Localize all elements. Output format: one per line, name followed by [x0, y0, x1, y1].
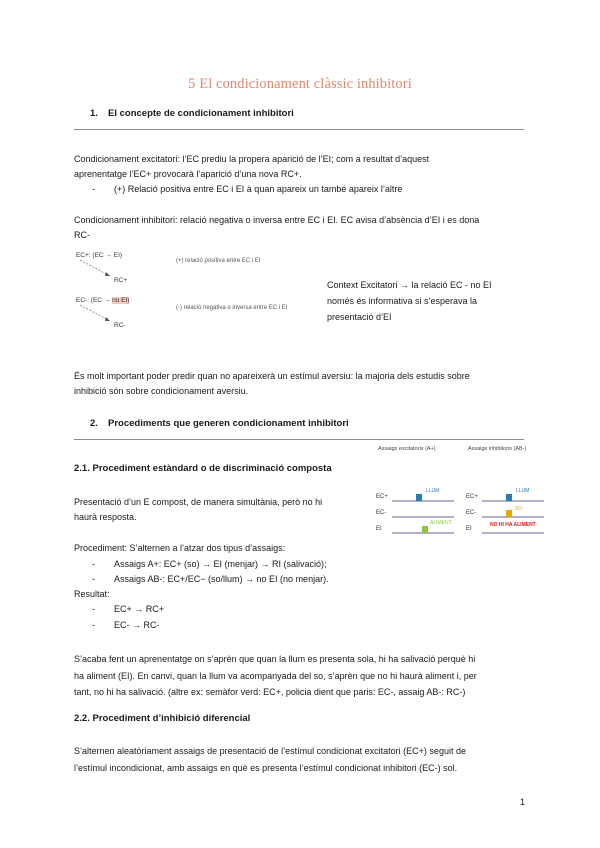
section-2-number: 2. [90, 418, 98, 429]
intro-line-1: Presentació d’un E compost, de manera simultània, però no hi [74, 497, 323, 507]
subsection-2-2-line-1: S’alternen aleatòriament assaigs de presentació de l’estímul condicionat excitatori (EC+) seguit de [74, 746, 466, 756]
diagram-ecminus-prefix: EC-: (EC → [76, 297, 111, 304]
context-note [327, 277, 547, 325]
section-2-divider [74, 439, 524, 440]
diagram-rcplus: RC+ [114, 277, 128, 284]
diagram-positive-note: (+) relació positiva entre EC i EI [176, 258, 261, 264]
bullet-dash: - [92, 574, 95, 584]
section-2-heading [90, 418, 349, 429]
inhibitory-paragraph [74, 213, 544, 243]
diagram-negative-note: (-) relació negativa o inversa entre EC i EI [176, 305, 288, 311]
figure-row-ecplus-right: EC+ [466, 494, 478, 500]
diagram-ecminus-highlight: no EI) [112, 297, 130, 304]
figure-llum-label: LLUM [426, 488, 440, 494]
bullet-dash: - [92, 559, 95, 569]
page-title: 5 El condicionament clàssic inhibitori [188, 76, 412, 92]
figure-row-ecminus: EC- [376, 510, 387, 516]
result-bullet-2-text: EC- → RC- [114, 620, 160, 630]
bullet-dash: - [92, 620, 95, 630]
context-line-2: només és informativa si s’esperava la [327, 296, 478, 306]
important-paragraph [74, 369, 544, 399]
figure-right-title: Assaigs inhibitoris (AB-) [468, 446, 527, 452]
result-label: Resultat: [74, 589, 110, 599]
excitatory-bullet [92, 182, 402, 197]
figure-left-title: Assaigs excitatoris (A+) [378, 446, 436, 452]
procedure-bullet-2-text: Assaigs AB-: EC+/EC− (so/llum) → no EI (no menjar). [114, 574, 329, 584]
figure-aliment-label: ALIMENT [430, 520, 452, 526]
figure-llum-bar-right [506, 494, 512, 501]
figure-aliment-bar [422, 526, 428, 533]
conclusion-line-1: S’acaba fent un aprenentatge on s’aprèn que quan la llum es presenta sola, hi ha salivació perquè hi [74, 654, 476, 664]
context-line-1: Context Excitatori → la relació EC - no EI [327, 280, 492, 290]
figure-row-ecplus: EC+ [376, 494, 388, 500]
result-bullet-1-text: EC+ → RC+ [114, 604, 165, 614]
figure-llum-bar-left [416, 494, 422, 501]
result-bullet-2 [92, 618, 160, 633]
figure-row-ei-right: EI [466, 526, 472, 532]
result-bullet-1 [92, 602, 164, 617]
figure-so-label: SO [515, 506, 523, 512]
page-number: 1 [520, 797, 526, 807]
diagram-arrow-minus [76, 303, 116, 327]
subsection-2-2-heading: 2.2. Procediment d’inhibició diferencial [74, 713, 251, 724]
bullet-dash: - [92, 184, 95, 194]
procedure-label: Procediment: S’alternen a l’atzar dos tipus d’assaigs: [74, 543, 286, 553]
excitatory-line-2: aprenentatge l’EC+ provocarà l’aparició d’una nova RC+. [74, 169, 302, 179]
excitatory-line-1: Condicionament excitatori: l’EC prediu la propera aparició de l’EI; com a resultat d’aquest [74, 154, 430, 164]
section-1-divider [74, 129, 524, 130]
section-1-number: 1. [90, 108, 98, 119]
section-1-title: El concepte de condicionament inhibitori [108, 108, 294, 119]
procedure-bullet-1-text: Assaigs A+: EC+ (so) → EI (menjar) → RI (salivació); [114, 559, 327, 569]
figure-row-ecminus-right: EC- [466, 510, 477, 516]
subsection-2-2-paragraph [74, 743, 534, 777]
subsection-2-1-intro [74, 495, 364, 525]
excitatory-paragraph [74, 152, 534, 182]
bullet-dash: - [92, 604, 95, 614]
figure-no-aliment-label: NO HI HA ALIMENT [490, 522, 536, 528]
section-2-title: Procediments que generen condicionament inhibitori [108, 418, 349, 429]
subsection-2-2-line-2: l’estímul incondicionat, amb assaigs en què es presenta l’estímul condicionat inhibitori (EC-) sol. [74, 763, 458, 773]
subsection-2-1-conclusion [74, 651, 534, 701]
inhibitory-line-1: Condicionament inhibitori: relació negativa o inversa entre EC i EI. EC avisa d’absència d’EI i es dona [74, 215, 480, 225]
figure-so-bar [506, 510, 512, 517]
subsection-2-1-heading: 2.1. Procediment estàndard o de discriminació composta [74, 463, 332, 474]
inhibitory-line-2: RC- [74, 230, 90, 240]
context-line-3: presentació d’EI [327, 312, 392, 322]
conclusion-line-2: ha aliment (EI). En canvi, quan la llum va acompanyada del so, s’aprèn que no hi haurà aliment i, per [74, 670, 477, 681]
diagram-ecplus: EC+: (EC → EI) [76, 252, 123, 259]
procedure-bullet-1 [92, 557, 327, 572]
figure-row-ei: EI [376, 526, 382, 532]
procedure-bullet-2 [92, 572, 329, 587]
important-line-1: És molt important poder predir quan no apareixerà un estímul aversiu: la majoria dels estudis sobre [74, 371, 470, 381]
diagram-arrow-plus [76, 258, 116, 282]
intro-line-2: haurà resposta. [74, 512, 137, 522]
diagram-rcminus: RC- [114, 322, 126, 329]
trials-figure [372, 444, 562, 539]
excitatory-bullet-text: (+) Relació positiva entre EC i EI à quan apareix un també apareix l’altre [114, 184, 403, 194]
figure-llum-label-right: LLUM [516, 488, 530, 494]
section-1-heading [90, 108, 294, 119]
conclusion-line-3: tant, no hi ha salivació. (altre ex: semàfor verd: EC+, policia dient que paris: EC-, assaig AB-: RC-) [74, 687, 466, 697]
important-line-2: inhibició són sobre condicionament aversiu. [74, 386, 249, 396]
